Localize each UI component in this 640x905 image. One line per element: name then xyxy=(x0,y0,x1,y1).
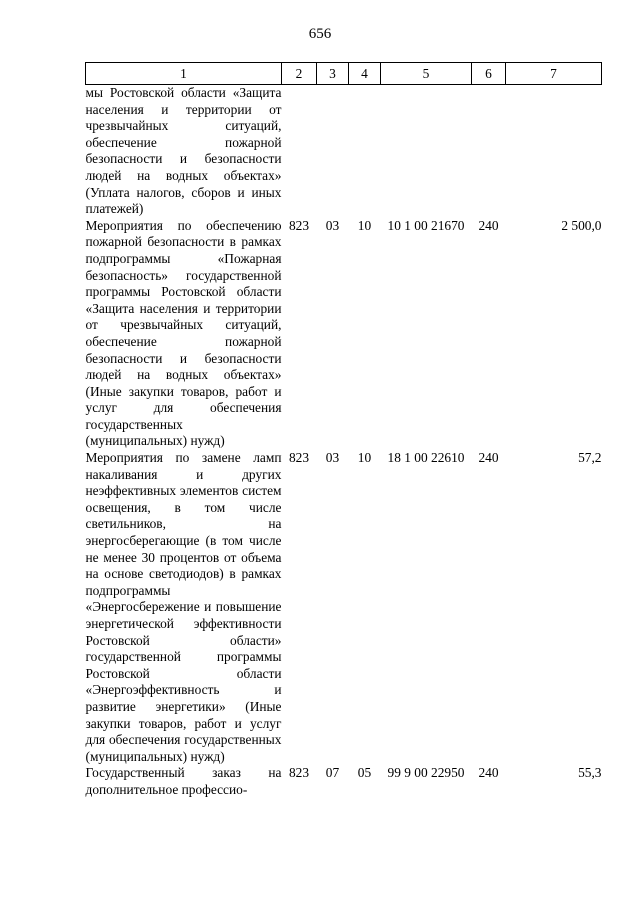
row-amount: 2 500,0 xyxy=(561,217,602,233)
row-target-code: 18 1 00 22610 xyxy=(387,450,465,466)
column-header-5: 5 xyxy=(381,63,472,85)
budget-table xyxy=(85,62,602,799)
column-header-6: 6 xyxy=(472,63,506,85)
column-header-2: 2 xyxy=(282,63,317,85)
column-header-4: 4 xyxy=(349,63,381,85)
row-subsection-code: 10 xyxy=(357,450,372,466)
table-row xyxy=(86,218,602,450)
row-grbs-code: 823 xyxy=(288,765,310,781)
row-description: Мероприятия по замене ламп накаливания и других неэффективных элементов систем освещения, в том числе светильников, на энергосберегающие (в том числе не менее 30 процентов от объема на основе светодиодов) в рамках подпрограммы «Энергосбережение и повышение энергетической эффективности Ростовской области» государственной программы Ростовской области «Энергоэффективность и развитие энергетики» (Иные закупки товаров, работ и услуг для обеспечения государственных (муниципальных) нужд) xyxy=(85,450,282,764)
row-section-code: 03 xyxy=(325,217,340,233)
row-section-code: 07 xyxy=(325,765,340,781)
table-header-row xyxy=(86,63,602,85)
row-expense-type xyxy=(472,85,506,218)
table-row xyxy=(86,85,602,218)
column-header-1: 1 xyxy=(86,63,282,85)
row-section-code xyxy=(317,85,349,218)
row-grbs-code xyxy=(282,85,317,218)
row-description: мы Ростовской области «Защита населения и территории от чрезвычайных ситуаций, обеспечение пожарной безопасности и безопасности людей на водных объектах» (Уплата налогов, сборов и иных платежей) xyxy=(85,85,282,217)
column-header-3: 3 xyxy=(317,63,349,85)
row-description: Государственный заказ на дополнительное профессио- xyxy=(85,765,282,797)
row-target-code xyxy=(381,85,472,218)
row-target-code: 10 1 00 21670 xyxy=(387,217,465,233)
row-section-code: 03 xyxy=(325,450,340,466)
row-description: Мероприятия по обеспечению пожарной безопасности в рамках подпрограммы «Пожарная безопасность» государственной программы Ростовской области «Защита населения и территории от чрезвычайных ситуаций, обеспечение пожарной безопасности и безопасности людей на водных объектах» (Иные закупки товаров, работ и услуг для обеспечения государственных (муниципальных) нужд) xyxy=(85,217,282,449)
row-subsection-code: 05 xyxy=(357,765,372,781)
row-expense-type: 240 xyxy=(478,765,499,781)
row-grbs-code: 823 xyxy=(288,217,310,233)
row-amount: 57,2 xyxy=(578,450,602,466)
row-target-code: 99 9 00 22950 xyxy=(387,765,465,781)
row-amount xyxy=(506,85,602,218)
column-header-7: 7 xyxy=(506,63,602,85)
row-expense-type: 240 xyxy=(478,217,499,233)
table-row xyxy=(86,765,602,798)
page-number: 656 xyxy=(308,26,332,42)
table-row xyxy=(86,450,602,765)
row-amount: 55,3 xyxy=(578,765,602,781)
row-grbs-code: 823 xyxy=(288,450,310,466)
row-expense-type: 240 xyxy=(478,450,499,466)
row-subsection-code: 10 xyxy=(357,217,372,233)
row-subsection-code xyxy=(349,85,381,218)
